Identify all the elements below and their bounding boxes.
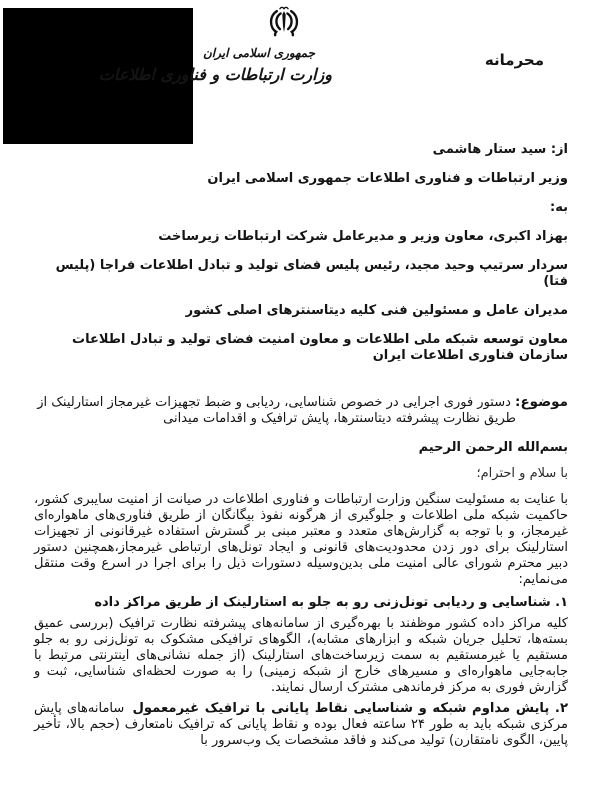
recipient-line-4: معاون توسعه شبکه ملی اطلاعات و معاون امنیت فضای تولید و تبادل اطلاعات سازمان فناوری اطلاعات ایران (72, 332, 568, 363)
letterhead (98, 4, 332, 84)
from-line: از: سید ستار هاشمی (432, 142, 568, 157)
section-2-paragraph (34, 701, 568, 749)
letterhead-country: جمهوری اسلامی ایران (202, 46, 316, 60)
section-1-body: کلیه مراکز داده کشور موظفند با بهره‌گیری از سامانه‌های پیشرفته نظارت ترافیک (بررسی عمیق بسته‌ها، تحلیل جریان شبکه و ابزارهای مشابه)، الگوهای ترافیکی مشکوک به تونل‌زنی رو به جلو مستقیم یا غیرمستقیم به سمت زیرساخت‌های استارلینک (از جمله نشانی‌های اینترنتی مرتبط با جابه‌جایی ماهواره‌ای و مسیرهای خارج از شبکه زمینی) را به صورت لحظه‌ای شناسایی، ثبت و گزارش فوری به مرکز فرماندهی مشترک ارسال نمایند. (34, 616, 568, 695)
salutation: با سلام و احترام؛ (476, 466, 568, 481)
section-1-heading: ۱. شناسایی و ردیابی تونل‌زنی رو به جلو به استارلینک از طریق مراکز داده (94, 595, 568, 610)
letter-body (34, 142, 568, 749)
subject-text: دستور فوری اجرایی در خصوص شناسایی، ردیابی و ضبط تجهیزات غیرمجاز استارلینک از طریق نظارت پیشرفته دیتاسنترها، پایش ترافیک و اقدامات میدانی (37, 395, 516, 426)
classification-stamp: محرمانه (484, 51, 544, 69)
intro-paragraph: با عنایت به مسئولیت سنگین وزارت ارتباطات و فناوری اطلاعات در صیانت از امنیت سایبری کشور، حاکمیت شبکه ملی اطلاعات و جلوگیری از هرگونه نفوذ بیگانگان از طریق فناوری‌های ماهواره‌ای غیرمجاز، و با توجه به گزارش‌های متعدد و معتبر مبنی بر گسترش استفاده غیرقانونی از تجهیزات استارلینک برای دور زدن محدودیت‌های قانونی و ایجاد تونل‌های ارتباطی غیرمجاز،همچنین دستور دبیر محترم شورای عالی امنیت ملی بدین‌وسیله دستورات ذیل را برای اجرا در اسرع وقت منتقل می‌نمایم: (34, 492, 568, 587)
to-label: به: (550, 200, 568, 215)
iran-emblem-icon (267, 4, 301, 44)
recipient-line-3: مدیران عامل و مسئولین فنی کلیه دیتاسنترهای اصلی کشور (185, 303, 568, 318)
recipient-line-1: بهزاد اکبری، معاون وزیر و مدیرعامل شرکت ارتباطات زیرساخت (158, 229, 568, 244)
section-2-heading: ۲. پایش مداوم شبکه و شناسایی نقاط پایانی با ترافیک غیرمعمول (132, 701, 568, 716)
subject-line (34, 394, 568, 427)
section-2-body: سامانه‌های پایش مرکزی شبکه باید به طور ۲۴ ساعته فعال بوده و نقاط پایانی که ترافیک نامتعارف (حجم بالا، تأخیر پایین، الگوی نامتقارن) تولید می‌کند و فاقد مشخصات یک وب‌سرور با (34, 701, 568, 748)
subject-label: موضوع: (515, 394, 568, 410)
letterhead-ministry: وزارت ارتباطات و فناوری اطلاعات (98, 65, 332, 84)
bismillah: بسم‌الله الرحمن الرحیم (418, 440, 568, 455)
recipient-line-2: سردار سرتیپ وحید مجید، رئیس پلیس فضای تولید و تبادل اطلاعات فراجا (پلیس فتا) (55, 258, 568, 289)
from-title-line: وزیر ارتباطات و فناوری اطلاعات جمهوری اسلامی ایران (207, 171, 568, 186)
